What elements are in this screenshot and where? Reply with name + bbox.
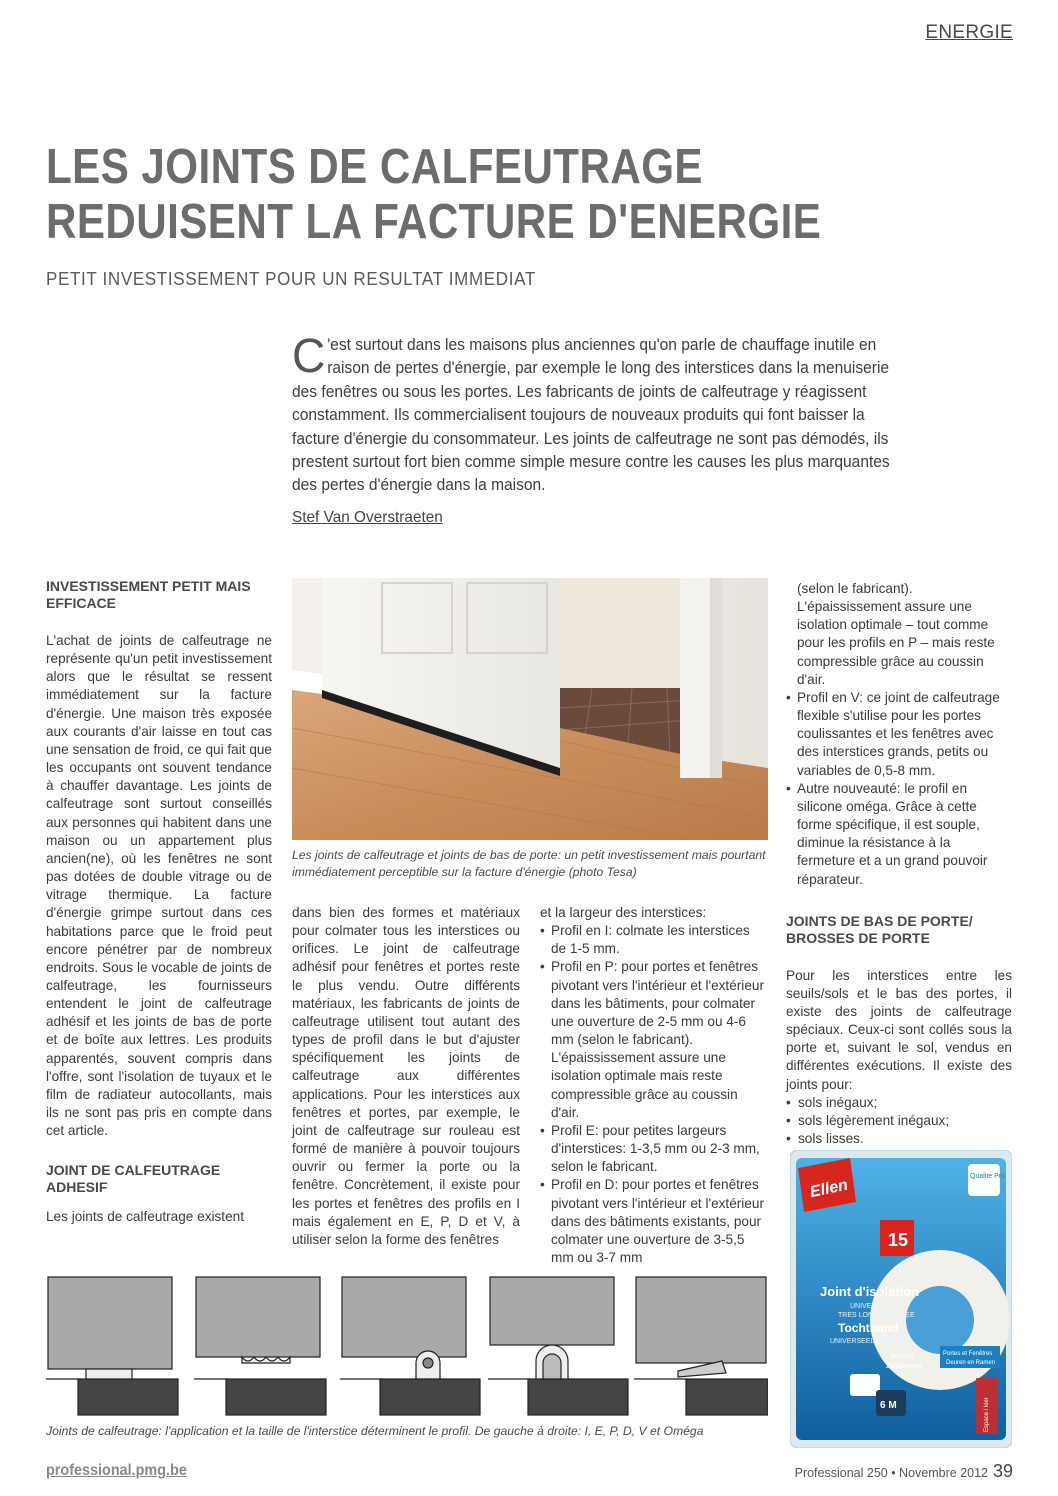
intro-text: 'est surtout dans les maisons plus anciennes qu'on parle de chauffage inutile en raison de pertes d'énergie, par exemple le long des interstices dans la menuiserie des fenêtres ou sous les portes. Les fabricants de joints de calfeutrage y réagissent constamment. Ils commercialisent toujours de nouveaux produits qui font baisser la facture d'énergie du consommateur. Les joints de calfeutrage ne sont pas démodés, ils prestent surtout fort bien comme simple mesure contre les causes les plus marquantes des pertes d'énergie dans la maison. bbox=[292, 336, 890, 495]
list-item: • sols lisses. bbox=[786, 1130, 1012, 1148]
door-photo-illustration bbox=[292, 578, 768, 840]
dropcap: C bbox=[292, 330, 326, 383]
package-brand: Ellen bbox=[808, 1176, 850, 1202]
floor-type-list bbox=[786, 1094, 1012, 1148]
package-length: 6 M bbox=[880, 1400, 897, 1411]
list-item: • Profil E: pour petites largeurs d'interstices: 1-3,5 mm ou 2-3 mm, selon le fabricant. bbox=[540, 1122, 768, 1176]
intro-paragraph bbox=[292, 330, 899, 498]
page-title bbox=[46, 140, 820, 250]
paragraph-bas-de-porte: Pour les interstices entre les seuils/sols et le bas des portes, il existe des joints de calfeutrage spéciaux. Ceux-ci sont collés sous la porte et, suivant le sol, vendus en différentes exécutions. Il existe des joints pour: bbox=[786, 967, 1012, 1092]
list-item: • sols inégaux; bbox=[786, 1094, 1012, 1112]
package-zelf: Zelfklevend bbox=[886, 1363, 922, 1370]
paragraph-joint-adhesif: Les joints de calfeutrage existent bbox=[46, 1209, 244, 1225]
heading-joint-adhesif: JOINT DE CALFEUTRAGE ADHESIF bbox=[46, 1162, 221, 1196]
package-long-fr: TRES LONGUE DUREE bbox=[838, 1312, 915, 1319]
profile-diagrams bbox=[46, 1275, 768, 1417]
package-gap: Espace / kier bbox=[984, 1397, 990, 1432]
column-3 bbox=[540, 904, 768, 1267]
photo-caption: Les joints de calfeutrage et joints de bas de porte: un petit investissement mais pourtant immédiatement perceptible sur la facture d'énergie (photo Tesa) bbox=[292, 848, 766, 879]
package-sub-nl: UNIVERSEEL DE BESTE bbox=[830, 1338, 911, 1345]
profile-diagrams-illustration bbox=[46, 1275, 768, 1417]
heading-investissement: INVESTISSEMENT PETIT MAIS EFFICACE bbox=[46, 578, 251, 611]
column-2 bbox=[292, 904, 520, 1249]
list-item: • Profil en D: pour portes et fenêtres pivotant vers l'intérieur et l'extérieur dans des bâtiments existants, pour colmater une ouverture de 3-5,5 mm ou 3-7 mm bbox=[540, 1176, 768, 1267]
column-4 bbox=[786, 580, 1012, 1148]
package-tag-2: Deuren en Ramen bbox=[946, 1360, 996, 1366]
package-guarantee: 15 bbox=[888, 1230, 909, 1250]
package-title-nl: Tochtband bbox=[838, 1321, 899, 1335]
page-subtitle: PETIT INVESTISSEMENT POUR UN RESULTAT IMMEDIAT bbox=[46, 268, 536, 289]
list-item: • Profil en V: ce joint de calfeutrage flexible s'utilise pour les portes coulissantes et les fenêtres avec des interstices grands, petits ou variables de 0,5-8 mm. bbox=[786, 689, 1012, 780]
product-package-image bbox=[790, 1150, 1012, 1448]
paragraph-profiles: dans bien des formes et matériaux pour colmater tous les interstices ou orifices. Le joint de calfeutrage adhésif pour fenêtres et portes reste le plus vendu. Outre différents matériaux, les fabricants de joints de calfeutrage utilisent tout autant des types de profil dans le but d'ajuster spécifiquement les joints de calfeutrage aux différentes applications. Pour les interstices aux fenêtres et portes, par exemple, le joint de calfeutrage sur rouleau est formé de manière à pouvoir toujours ouvrir ou fermer la porte ou la fenêtre. Concrètement, il existe pour les portes et fenêtres des profils en I mais également en E, P, D et V, à utiliser selon la forme des fenêtres bbox=[292, 905, 520, 1247]
title-line-1: LES JOINTS DE CALFEUTRAGE bbox=[46, 140, 703, 194]
paragraph-investissement: L'achat de joints de calfeutrage ne représente qu'un petit investissement alors que le résultat se ressent immédiatement sur la facture d'énergie. Une maison très exposée aux courants d'air laisse en tout cas une sensation de froid, ce qui fait que les occupants ont souvent tendance à chauffer davantage. Les joints de calfeutrage sont surtout conseillés aux personnes qui habitent dans une maison ou un appartement plus ancien(ne), où les fenêtres ne sont pas dotées de double vitrage ou de vitrage thermique. La facture d'énergie grimpe surtout dans ces habitations parce que le froid peut encore pénétrer par de nombreux endroits. Sous le vocable de joints de calfeutrage, les fournisseurs entendent le joint de calfeutrage adhésif et les joints de bas de porte et de boîte aux lettres. Les produits apparentés, souvent compris dans l'offre, sont l'isolation de tuyaux et le film de radiateur autocollants, mais ils ne sont pas pris en compte dans cet article. bbox=[46, 633, 272, 1139]
package-quality: Qualité Pro bbox=[970, 1173, 1006, 1180]
page-number: 39 bbox=[992, 1461, 1013, 1481]
footer-url-link[interactable]: professional.pmg.be bbox=[46, 1462, 187, 1479]
diagram-caption: Joints de calfeutrage: l'application et la taille de l'interstice déterminent le profil. De gauche à droite: I, E, P, D, V et Oméga bbox=[46, 1424, 704, 1438]
footer-issue: Professional 250 • Novembre 2012 bbox=[794, 1466, 988, 1480]
profile-list-continued bbox=[786, 689, 1012, 889]
profiles-lead: et la largeur des interstices: bbox=[540, 905, 707, 920]
list-item: • Profil en I: colmate les interstices de 1-5 mm. bbox=[540, 922, 768, 958]
list-item: • Profil en P: pour portes et fenêtres pivotant vers l'intérieur et l'extérieur dans les bâtiments, pour colmater une ouverture de 2-5 mm ou 4-6 mm (selon le fabricant). L'épaississement assure une isolation optimale mais reste compressible grâce au coussin d'air. bbox=[540, 958, 768, 1121]
package-sub-fr: UNIVERSEL bbox=[850, 1303, 890, 1310]
package-title-fr: Joint d'isolation bbox=[820, 1284, 920, 1299]
profile-list bbox=[540, 922, 768, 1267]
profile-d-continuation: (selon le fabricant). L'épaississement assure une isolation optimale – tout comme pour les profils en P – mais reste compressible grâce au coussin d'air. bbox=[797, 581, 995, 687]
list-item: • sols légèrement inégaux; bbox=[786, 1112, 1012, 1130]
title-line-2: REDUISENT LA FACTURE D'ENERGIE bbox=[46, 195, 822, 249]
list-item: • Autre nouveauté: le profil en silicone oméga. Grâce à cette forme spécifique, il est souple, diminue la résistance à la fermeture et a un grand pouvoir réparateur. bbox=[786, 780, 1012, 889]
column-1 bbox=[46, 578, 272, 1227]
package-tag-1: Portes et Fenêtres bbox=[943, 1351, 993, 1357]
heading-bas-de-porte: JOINTS DE BAS DE PORTE/ BROSSES DE PORTE bbox=[786, 912, 973, 946]
package-adhesive: Adhesif bbox=[890, 1353, 914, 1360]
product-package-illustration bbox=[790, 1150, 1012, 1448]
door-photo bbox=[292, 578, 768, 840]
section-tag: ENERGIE bbox=[925, 22, 1013, 43]
author-byline: Stef Van Overstraeten bbox=[292, 509, 443, 526]
